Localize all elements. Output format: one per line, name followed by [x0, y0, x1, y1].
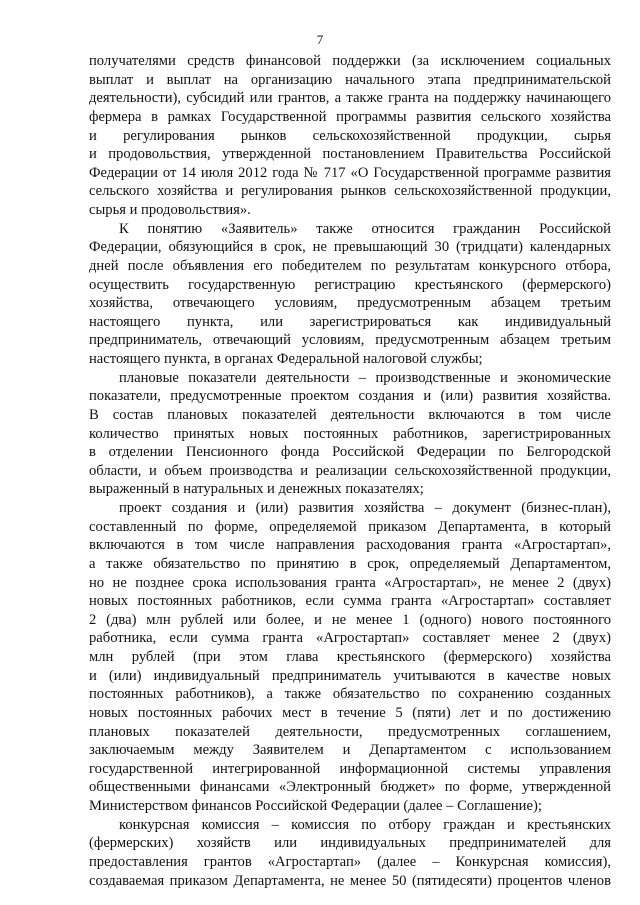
text-line: а также обязательство по принятию в срок, определяемый Департаментом,	[89, 555, 611, 572]
text-line: настоящего пункта, в органах Федеральной налоговой службы;	[89, 351, 483, 367]
text-line: создаваемая приказом Департамента, не менее 50 (пятидесяти) процентов членов	[89, 872, 611, 889]
text-line: плановых показателей деятельности, предусмотренных соглашением,	[89, 723, 611, 740]
text-line: настоящего пункта, или зарегистрироваться как индивидуальный	[89, 313, 611, 330]
text-line: выплат и выплат на организацию начального этапа предпринимательской	[89, 71, 611, 88]
text-line: дней после объявления его победителем по результатам конкурсного отбора,	[89, 257, 611, 274]
text-line: К понятию «Заявитель» также относится гражданин Российской	[119, 220, 611, 237]
text-line: предоставления грантов «Агростартап» (далее – Конкурсная комиссия),	[89, 853, 611, 870]
text-line: государственной интегрированной информационной системы управления	[89, 760, 611, 777]
text-line: фермера в рамках Государственной программы развития сельского хозяйства	[89, 108, 611, 125]
text-line: работника, если сумма гранта «Агростартап» составляет менее 2 (двух)	[89, 630, 611, 647]
text-line: млн рублей (при этом глава крестьянского (фермерского) хозяйства	[89, 649, 611, 665]
text-line: новых постоянных рабочих мест в течение 5 (пяти) лет и по достижению	[89, 704, 611, 721]
text-line: составленный по форме, определяемой приказом Департамента, в который	[89, 518, 611, 535]
page-number: 7	[316, 32, 324, 47]
text-line: сельского хозяйства и регулирования рынков сельскохозяйственной продукции,	[89, 183, 611, 200]
text-line: Федерации от 14 июля 2012 года № 717 «О Государственной программе развития	[89, 164, 611, 181]
text-line: и (или) индивидуальный предприниматель учитываются в качестве новых	[89, 667, 611, 684]
text-line: деятельности), субсидий или грантов, а также гранта на поддержку начинающего	[89, 90, 611, 107]
text-line: заключаемым между Заявителем и Департаментом с использованием	[89, 742, 611, 759]
text-line: 2 (два) млн рублей или более, и не менее 1 (одного) нового постоянного	[89, 611, 611, 628]
text-line: В состав плановых показателей деятельности включаются в том числе	[89, 406, 611, 423]
text-line: включаются в том числе направления расходования гранта «Агростартап»,	[89, 537, 611, 554]
text-line: и регулирования рынков сельскохозяйственной продукции, сырья	[89, 127, 611, 144]
text-line: (фермерских) хозяйств или индивидуальных предпринимателей для	[89, 835, 611, 852]
text-line: Министерством финансов Российской Федерации (далее – Соглашение);	[89, 798, 542, 814]
text-line: постоянных работников), а также обязательство по сохранению созданных	[89, 686, 611, 703]
text-line: области, и объем производства и реализации сельскохозяйственной продукции,	[89, 462, 611, 479]
text-line: но не позднее срока использования гранта «Агростартап», не менее 2 (двух)	[89, 574, 611, 591]
text-line: в отделении Пенсионного фонда Российской Федерации по Белгородской	[89, 444, 611, 461]
text-line: Федерации, обязующийся в срок, не превышающий 30 (тридцати) календарных	[89, 239, 611, 256]
document-body	[89, 52, 611, 890]
text-line: сырья и продовольствия».	[89, 202, 251, 218]
text-line: показатели, предусмотренные проектом создания и (или) развития хозяйства.	[89, 388, 611, 405]
text-line: получателями средств финансовой поддержки (за исключением социальных	[89, 53, 611, 69]
text-line: и продовольствия, утвержденной постановлением Правительства Российской	[89, 146, 611, 163]
text-line: конкурсная комиссия – комиссия по отбору граждан и крестьянских	[119, 816, 611, 833]
text-line: осуществить государственную регистрацию крестьянского (фермерского)	[89, 276, 611, 293]
text-line: количество принятых новых постоянных работников, зарегистрированных	[89, 425, 611, 442]
text-line: выраженный в натуральных и денежных показателях;	[89, 481, 424, 498]
text-line: плановые показатели деятельности – производственные и экономические	[119, 369, 611, 386]
text-line: хозяйства, отвечающего условиям, предусмотренным абзацем третьим	[89, 295, 611, 312]
text-line: проект создания и (или) развития хозяйства – документ (бизнес-план),	[119, 500, 611, 516]
text-line: новых постоянных работников, если сумма гранта «Агростартап» составляет	[89, 593, 611, 610]
text-line: общественными финансами «Электронный бюджет» по форме, утвержденной	[89, 779, 611, 796]
text-line: предприниматель, отвечающий условиям, предусмотренным абзацем третьим	[89, 332, 611, 349]
